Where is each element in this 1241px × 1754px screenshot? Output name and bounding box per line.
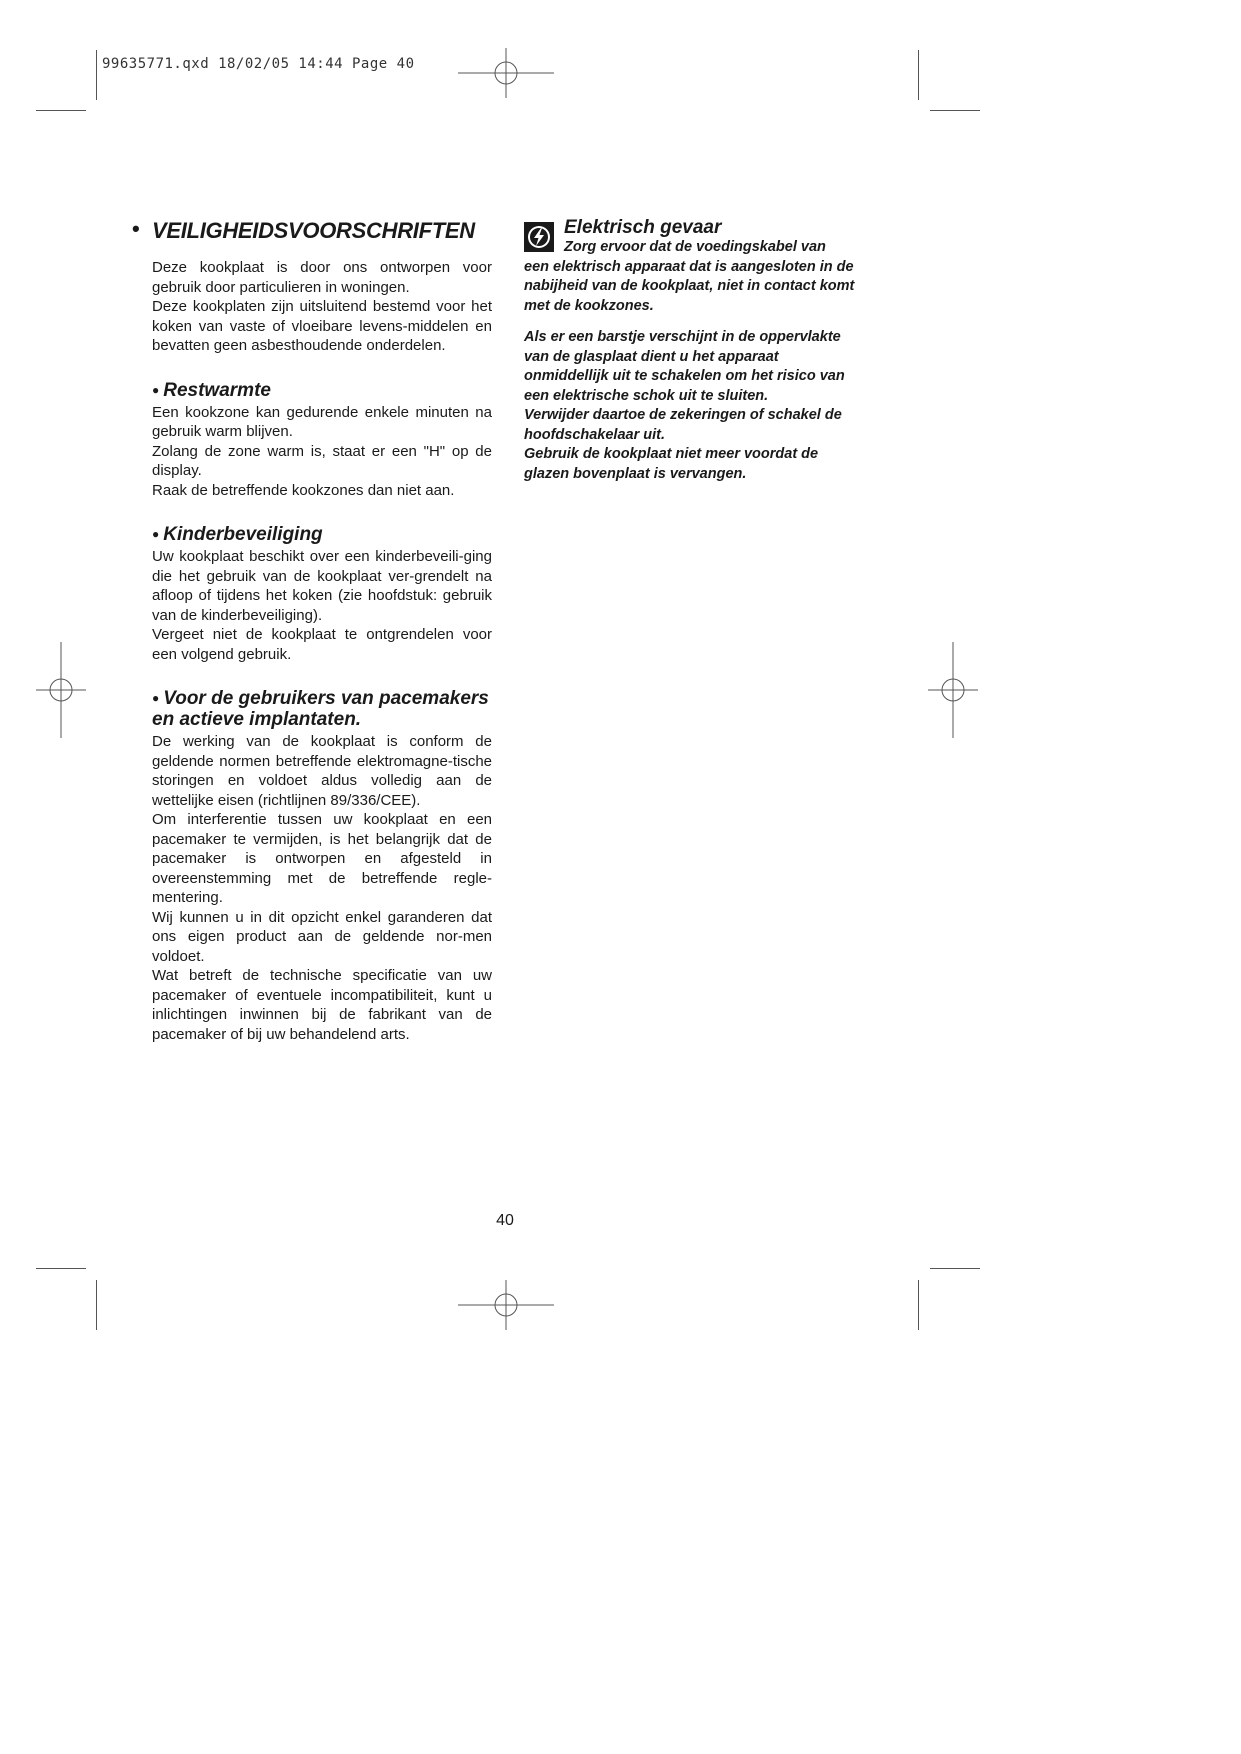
warning-header <box>524 218 864 258</box>
left-column <box>132 216 492 1044</box>
section-paragraph: Een kookzone kan gedurende enkele minuten na gebruik warm blijven. <box>152 403 492 440</box>
section-heading-restwarmte: ● Restwarmte <box>152 379 271 401</box>
section-paragraph: Om interferentie tussen uw kookplaat en een pacemaker te vermijden, is het belangrijk dat de pacemaker is ontworpen en afgesteld in overeenstemming met de betreffende regle-mentering. <box>152 811 492 906</box>
intro-paragraph: Deze kookplaten zijn uitsluitend bestemd voor het koken van vaste of vloeibare levens-middelen en bevatten geen asbesthoudende onderdelen. <box>152 298 492 354</box>
section-paragraph: Wat betreft de technische specificatie van uw pacemaker of eventuele incompatibiliteit, kunt u inlichtingen inwinnen bij de fabrikant van de pacemaker of bij uw behandelend arts. <box>152 967 492 1043</box>
bullet-icon: ● <box>152 691 160 705</box>
section-heading-kinderbeveiliging: ● Kinderbeveiliging <box>152 524 323 545</box>
page-number: 40 <box>496 1212 514 1229</box>
page-title-text: VEILIGHEIDSVOORSCHRIFTEN <box>152 218 475 243</box>
warning-heading-block <box>564 218 826 258</box>
registration-mark-icon <box>36 642 86 738</box>
crop-mark <box>918 50 919 100</box>
section-paragraph: De werking van de kookplaat is conform de geldende normen betreffende elektromagne-tische storingen en voldoet aldus volledig aan de wettelijke eisen (richtlijnen 89/336/CEE). <box>152 733 492 809</box>
bullet-icon: • <box>132 216 140 241</box>
section-paragraph: Wij kunnen u in dit opzicht enkel garanderen dat ons eigen product aan de geldende nor-men voldoet. <box>152 908 492 965</box>
print-slug: 99635771.qxd 18/02/05 14:44 Page 40 <box>102 56 415 72</box>
page-title <box>132 216 492 244</box>
bullet-icon: ● <box>152 382 160 397</box>
registration-mark-icon <box>458 1280 554 1330</box>
crop-mark <box>930 110 980 111</box>
bullet-icon: ● <box>152 527 160 541</box>
intro-paragraph: Deze kookplaat is door ons ontworpen voor gebruik door particulieren in woningen. <box>152 259 492 296</box>
registration-mark-icon <box>458 48 554 98</box>
electric-hazard-icon <box>524 222 554 252</box>
section-paragraph: Raak de betreffende kookzones dan niet aan. <box>152 481 455 499</box>
warning-title: Elektrisch gevaar <box>564 217 722 238</box>
crop-mark <box>36 1268 86 1269</box>
crop-mark <box>96 50 97 100</box>
section-paragraph: Vergeet niet de kookplaat te ontgrendelen voor een volgend gebruik. <box>152 626 492 663</box>
crop-mark <box>96 1280 97 1330</box>
warning-text: Zorg ervoor dat de voedingskabel van <box>564 239 826 255</box>
crop-mark <box>36 110 86 111</box>
warning-text: Gebruik de kookplaat niet meer voordat de glazen bovenplaat is vervangen. <box>524 446 819 482</box>
warning-text: Verwijder daartoe de zekeringen of schakel de hoofdschakelaar uit. <box>524 407 842 443</box>
crop-mark <box>918 1280 919 1330</box>
section-paragraph: Zolang de zone warm is, staat er een "H" op de display. <box>152 442 492 479</box>
registration-mark-icon <box>928 642 978 738</box>
section-heading-pacemakers: ● Voor de gebruikers van pacemakers en actieve implantaten. <box>152 688 489 730</box>
section-paragraph: Uw kookplaat beschikt over een kinderbeveili-ging die het gebruik van de kookplaat ver-grendelt na afloop of tijdens het koken (zie hoofdstuk: gebruik van de kinderbeveiliging). <box>152 548 492 624</box>
crop-mark <box>930 1268 980 1269</box>
right-column <box>524 218 864 484</box>
warning-text: een elektrisch apparaat dat is aangesloten in de nabijheid van de kookplaat, niet in contact komt met de kookzones. <box>524 258 855 314</box>
warning-text: Als er een barstje verschijnt in de oppervlakte van de glasplaat dient u het apparaat onmiddellijk uit te schakelen om het risico van een elektrische schok uit te sluiten. <box>524 329 845 404</box>
